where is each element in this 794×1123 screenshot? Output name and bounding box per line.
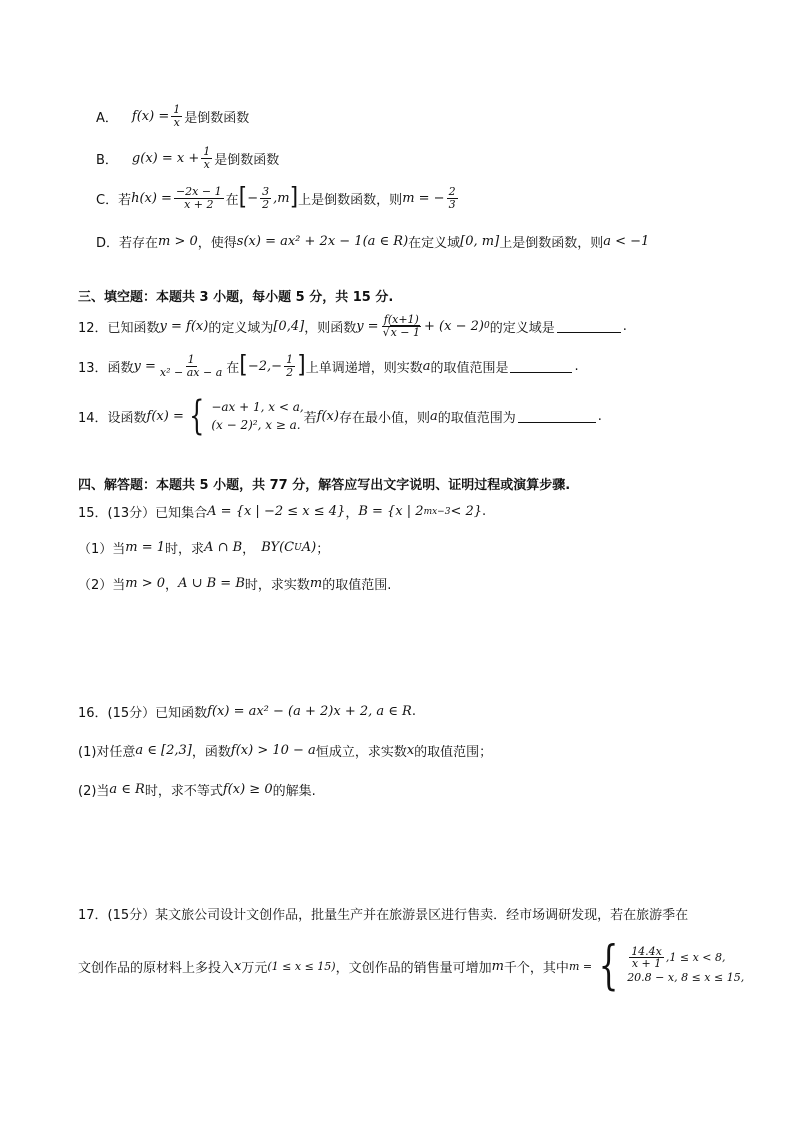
frac-denominator: x + 2 (184, 197, 214, 211)
answer-blank[interactable] (557, 320, 621, 333)
case-1: −ax + 1, x < a, (211, 400, 304, 414)
q12-t1: 的定义域为 (208, 320, 274, 336)
q13-t2: 上单调递增，则实数 (305, 360, 423, 376)
option-a-fraction (171, 104, 182, 128)
option-d-mid1: ，使得 (197, 236, 237, 251)
frac-numerator: −2x − 1 (175, 185, 222, 198)
q15-1-end: ； (316, 542, 330, 557)
q15-2-sep: ， (165, 578, 179, 593)
option-b-expr: g(x) = x + (131, 150, 200, 166)
q13-interval-fraction (284, 354, 295, 378)
section-solve-title: 四、解答题：本题共 5 小题，共 77 分，解答应写出文字说明、证明过程或演算步骤. (78, 478, 571, 493)
q15-1-t1: 时，求 (165, 542, 205, 557)
brace: { (598, 936, 619, 996)
q17-l2a: 文创作品的原材料上多投入 (78, 960, 235, 976)
q13-y: y = (133, 358, 156, 374)
option-c-mid1: 在 (225, 192, 239, 208)
interval-minus: − (247, 190, 259, 206)
q16-2-ineq: f(x) ≥ 0 (222, 782, 273, 797)
sqrt-radicand: x − 1 (390, 325, 421, 339)
q15-end: . (482, 504, 487, 519)
case-2: 20.8 − x, 8 ≤ x ≤ 15, (627, 970, 745, 984)
q13-t1: 在 (226, 360, 240, 376)
q14-f2: f(x) (316, 408, 339, 424)
case-1-fraction (629, 946, 664, 970)
q14-a: a (429, 408, 438, 424)
frac-numerator: 1 (173, 103, 181, 116)
q14-t3: 的取值范围为 (437, 410, 516, 426)
frac-denominator: √x − 1 (382, 325, 421, 339)
q14-t2: 存在最小值，则 (338, 410, 430, 426)
right-bracket: ] (289, 183, 299, 212)
option-c-expr: h(x) = (131, 190, 172, 206)
option-b (96, 146, 279, 170)
q12-y: y = (356, 318, 379, 334)
option-a-tail: 是倒数函数 (184, 110, 250, 126)
q12-t3: 的定义域是 (489, 320, 555, 336)
q16-end: . (411, 704, 416, 719)
option-a-label: A． (96, 110, 118, 126)
brace: { (188, 393, 205, 439)
q16-1-t2: 恒成立，求实数 (315, 745, 407, 760)
frac-numerator: 1 (187, 353, 195, 366)
q15-2-t2: 的取值范围. (322, 578, 392, 593)
q17-l2c: ，文创作品的销售量可增加 (335, 960, 492, 976)
answer-blank[interactable] (510, 360, 572, 373)
q14-piecewise (184, 393, 304, 439)
option-d-result: a < −1 (603, 234, 650, 249)
q16-1-t3: 的取值范围； (414, 745, 493, 760)
q16-1-ineq: f(x) > 10 − a (230, 743, 316, 758)
q16-2-t2: 的解集. (272, 784, 316, 799)
q17-l2d: 千个，其中 (503, 960, 569, 976)
q16-2-a: a ∈ R (109, 782, 145, 797)
result-fraction (447, 186, 458, 210)
q15-2-s: A ∪ B = B (178, 576, 245, 591)
option-d (96, 232, 649, 251)
cases (627, 946, 744, 987)
frac-numerator: 2 (448, 185, 456, 198)
q14-t1: 若 (303, 410, 317, 426)
q15-1-s2-sub: U (294, 542, 302, 553)
question-17-line-1: 17．(15分）某文旅公司设计文创作品，批量生产并在旅游景区进行售卖．经市场调研发现，若在旅游季在 (78, 908, 689, 923)
question-16 (78, 702, 416, 721)
cases (211, 398, 303, 434)
left-bracket: [ (238, 183, 248, 212)
q17-range: (1 ≤ x ≤ 15) (267, 959, 336, 973)
q13-a: a (422, 358, 431, 374)
q16-num: 16．(15分）已知函数 (78, 706, 208, 721)
option-c-fraction (174, 186, 224, 210)
option-c-result: m = − (402, 190, 445, 206)
q16-1-a: a ∈ [2,3] (135, 743, 192, 758)
question-16-part-1 (78, 741, 492, 760)
option-b-tail: 是倒数函数 (214, 152, 280, 168)
question-12 (78, 314, 627, 338)
frac-denominator: x (203, 157, 210, 171)
frac-numerator: f(x+1) (383, 313, 419, 326)
option-c (96, 183, 460, 212)
frac-numerator: 3 (262, 185, 270, 198)
q15-2-m: m > 0 (125, 576, 166, 591)
q15-set-a: A = {x | −2 ≤ x ≤ 4} (207, 504, 346, 519)
answer-blank[interactable] (518, 410, 596, 423)
q15-1-s2: BY(C (261, 540, 295, 555)
q13-interval: −2,− (247, 358, 283, 374)
frac-numerator: 14.4x (631, 944, 662, 958)
q16-1-label: (1)对任意 (78, 745, 136, 760)
q15-set-b: B = {x | 2 (358, 504, 424, 519)
q12-fraction (381, 314, 422, 338)
q17-x: x (234, 958, 242, 974)
q15-1-m: m = 1 (125, 540, 166, 555)
option-a-expr: f(x) = (131, 108, 170, 124)
left-bracket: [ (239, 351, 248, 380)
option-b-fraction (201, 146, 212, 170)
q13-fraction (158, 354, 224, 378)
q12-zero-exp: 0 (483, 321, 490, 332)
frac-denominator: x + 1 (631, 957, 662, 971)
q16-1-t1: ，函数 (191, 745, 231, 760)
question-14 (78, 393, 602, 439)
option-a (96, 104, 249, 128)
q16-2-label: (2)当 (78, 784, 110, 799)
q15-1-label: （1）当 (78, 542, 126, 557)
q17-piecewise (592, 936, 745, 996)
q12-end: . (622, 318, 627, 334)
question-15-part-1 (78, 538, 329, 557)
q15-num: 15．(13分）已知集合 (78, 506, 208, 521)
right-bracket: ] (297, 351, 306, 380)
option-c-label: C．若 (96, 192, 132, 208)
q13-num: 13．函数 (78, 360, 134, 376)
frac-numerator: 1 (286, 353, 294, 366)
q12-f: y = f(x) (159, 318, 209, 334)
q17-l2b: 万元 (241, 960, 268, 976)
q12-domain: [0,4] (273, 318, 305, 334)
q15-1-s1: A ∩ B (204, 540, 243, 555)
q12-plus: + (x − 2) (424, 318, 484, 334)
q12-t2: ，则函数 (304, 320, 357, 336)
interval-right: ,m (273, 190, 290, 206)
q17-meq: m = (568, 959, 593, 973)
section-fill-in-title: 三、填空题：本题共 3 小题，每小题 5 分，共 15 分. (78, 290, 394, 305)
q13-end: . (574, 358, 579, 374)
q15-1-sep: ， (242, 542, 256, 557)
q14-f: f(x) = (146, 408, 184, 424)
question-17-line-2 (78, 936, 745, 996)
q15-1-s2-end: A) (301, 540, 317, 555)
question-13 (78, 351, 579, 380)
frac-denominator: 2 (286, 365, 294, 379)
q15-set-b-end: < 2} (450, 504, 483, 519)
frac-denominator: x² − ax − a (159, 365, 223, 379)
option-d-mid3: 上是倒数函数，则 (499, 236, 604, 251)
option-d-mid2: 在定义域 (408, 236, 461, 251)
q16-f: f(x) = ax² − (a + 2)x + 2, a ∈ R (207, 704, 412, 719)
q15-2-label: （2）当 (78, 578, 126, 593)
option-d-expr: s(x) = ax² + 2x − 1(a ∈ R) (236, 234, 409, 249)
q12-num: 12．已知函数 (78, 320, 160, 336)
q15-exponent: mx−3 (423, 506, 451, 517)
question-15 (78, 502, 486, 521)
option-d-cond: m > 0 (158, 234, 198, 249)
q15-sep: ， (345, 506, 359, 521)
case-1-cond: ,1 ≤ x < 8, (665, 950, 726, 964)
q14-num: 14．设函数 (78, 410, 147, 426)
option-d-domain: [0, m] (460, 234, 500, 249)
frac-denominator: 3 (448, 197, 456, 211)
question-15-part-2 (78, 574, 391, 593)
frac-numerator: 1 (203, 145, 211, 158)
q14-end: . (597, 408, 602, 424)
q15-2-var: m (309, 576, 323, 591)
q16-1-var: x (406, 743, 415, 758)
question-16-part-2 (78, 780, 316, 799)
option-d-label: D．若存在 (96, 236, 159, 251)
q15-2-t1: 时，求实数 (244, 578, 310, 593)
interval-fraction (260, 186, 271, 210)
q13-t3: 的取值范围是 (430, 360, 509, 376)
q16-2-t1: 时，求不等式 (144, 784, 223, 799)
q17-m: m (491, 958, 504, 974)
frac-denominator: 2 (262, 197, 270, 211)
case-1 (627, 946, 744, 970)
frac-denominator: x (173, 115, 180, 129)
option-c-mid2: 上是倒数函数，则 (298, 192, 403, 208)
case-2: (x − 2)², x ≥ a. (211, 418, 301, 432)
option-b-label: B． (96, 152, 118, 168)
